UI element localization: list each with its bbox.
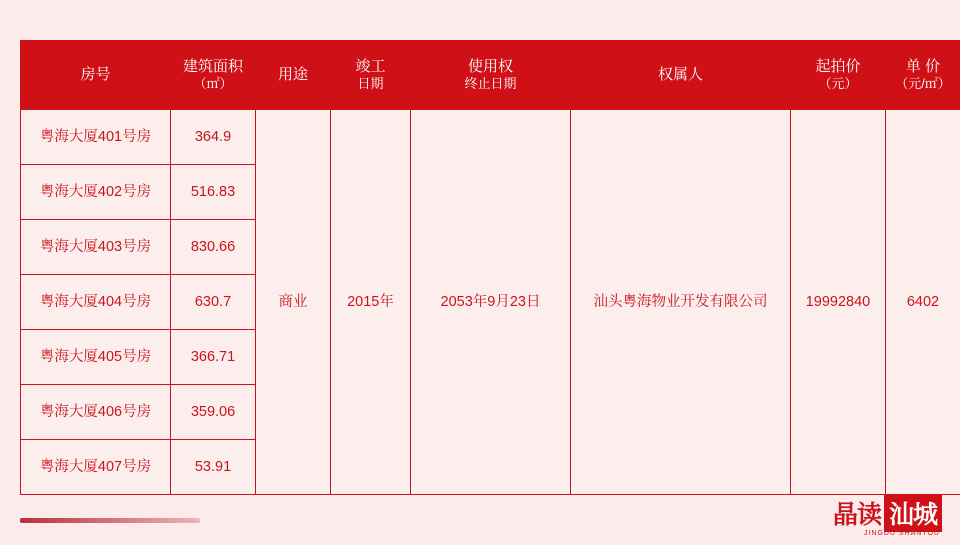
cell-unit-price-merged: 6402	[886, 110, 960, 495]
column-header-start-price-main: 起拍价	[815, 57, 861, 75]
table-header	[21, 41, 960, 110]
column-header-owner	[571, 41, 791, 110]
cell-area: 630.7	[171, 275, 256, 330]
cell-room: 粤海大厦403号房	[21, 220, 171, 275]
footer-decoration-bar	[20, 518, 200, 523]
column-header-completion-date-sub: 日期	[357, 76, 384, 92]
cell-room: 粤海大厦402号房	[21, 165, 171, 220]
cell-area: 366.71	[171, 330, 256, 385]
cell-room: 粤海大厦407号房	[21, 440, 171, 495]
cell-right-end-date-merged: 2053年9月23日	[411, 110, 571, 495]
brand-logo-subtitle: JINGDU SHANTOU	[863, 530, 940, 537]
cell-area: 364.9	[171, 110, 256, 165]
column-header-unit-price	[886, 41, 960, 110]
column-header-owner-main: 权属人	[657, 66, 703, 84]
table-body	[21, 110, 960, 495]
column-header-use-main: 用途	[277, 66, 308, 84]
column-header-unit-price-main: 单 价	[905, 57, 941, 75]
column-header-area	[171, 41, 256, 110]
brand-logo	[832, 493, 942, 537]
cell-area: 53.91	[171, 440, 256, 495]
column-header-right-end-date	[411, 41, 571, 110]
cell-area: 516.83	[171, 165, 256, 220]
cell-room: 粤海大厦405号房	[21, 330, 171, 385]
cell-area: 830.66	[171, 220, 256, 275]
cell-room: 粤海大厦404号房	[21, 275, 171, 330]
column-header-use	[256, 41, 331, 110]
cell-room: 粤海大厦406号房	[21, 385, 171, 440]
column-header-room-main: 房号	[80, 66, 111, 84]
cell-start-price-merged: 19992840	[791, 110, 886, 495]
brand-logo-left-text: 晶读	[832, 502, 881, 529]
column-header-right-end-date-main: 使用权	[467, 57, 513, 75]
cell-owner-merged: 汕头粤海物业开发有限公司	[571, 110, 791, 495]
property-listing-table	[20, 40, 960, 495]
table-header-row	[21, 41, 960, 110]
column-header-room	[21, 41, 171, 110]
cell-room: 粤海大厦401号房	[21, 110, 171, 165]
column-header-completion-date	[331, 41, 411, 110]
column-header-right-end-date-sub: 终止日期	[464, 76, 517, 92]
brand-logo-right-text: 汕城	[884, 494, 942, 532]
cell-completion-date-merged: 2015年	[331, 110, 411, 495]
property-listing-table-container	[20, 40, 951, 495]
column-header-unit-price-sub: （元/㎡）	[895, 76, 951, 92]
cell-use-merged: 商业	[256, 110, 331, 495]
column-header-area-sub: （㎡）	[193, 76, 233, 92]
cell-area: 359.06	[171, 385, 256, 440]
column-header-start-price-sub: （元）	[818, 76, 858, 92]
column-header-area-main: 建筑面积	[182, 57, 243, 75]
column-header-completion-date-main: 竣工	[355, 57, 386, 75]
table-row	[21, 110, 960, 165]
column-header-start-price	[791, 41, 886, 110]
